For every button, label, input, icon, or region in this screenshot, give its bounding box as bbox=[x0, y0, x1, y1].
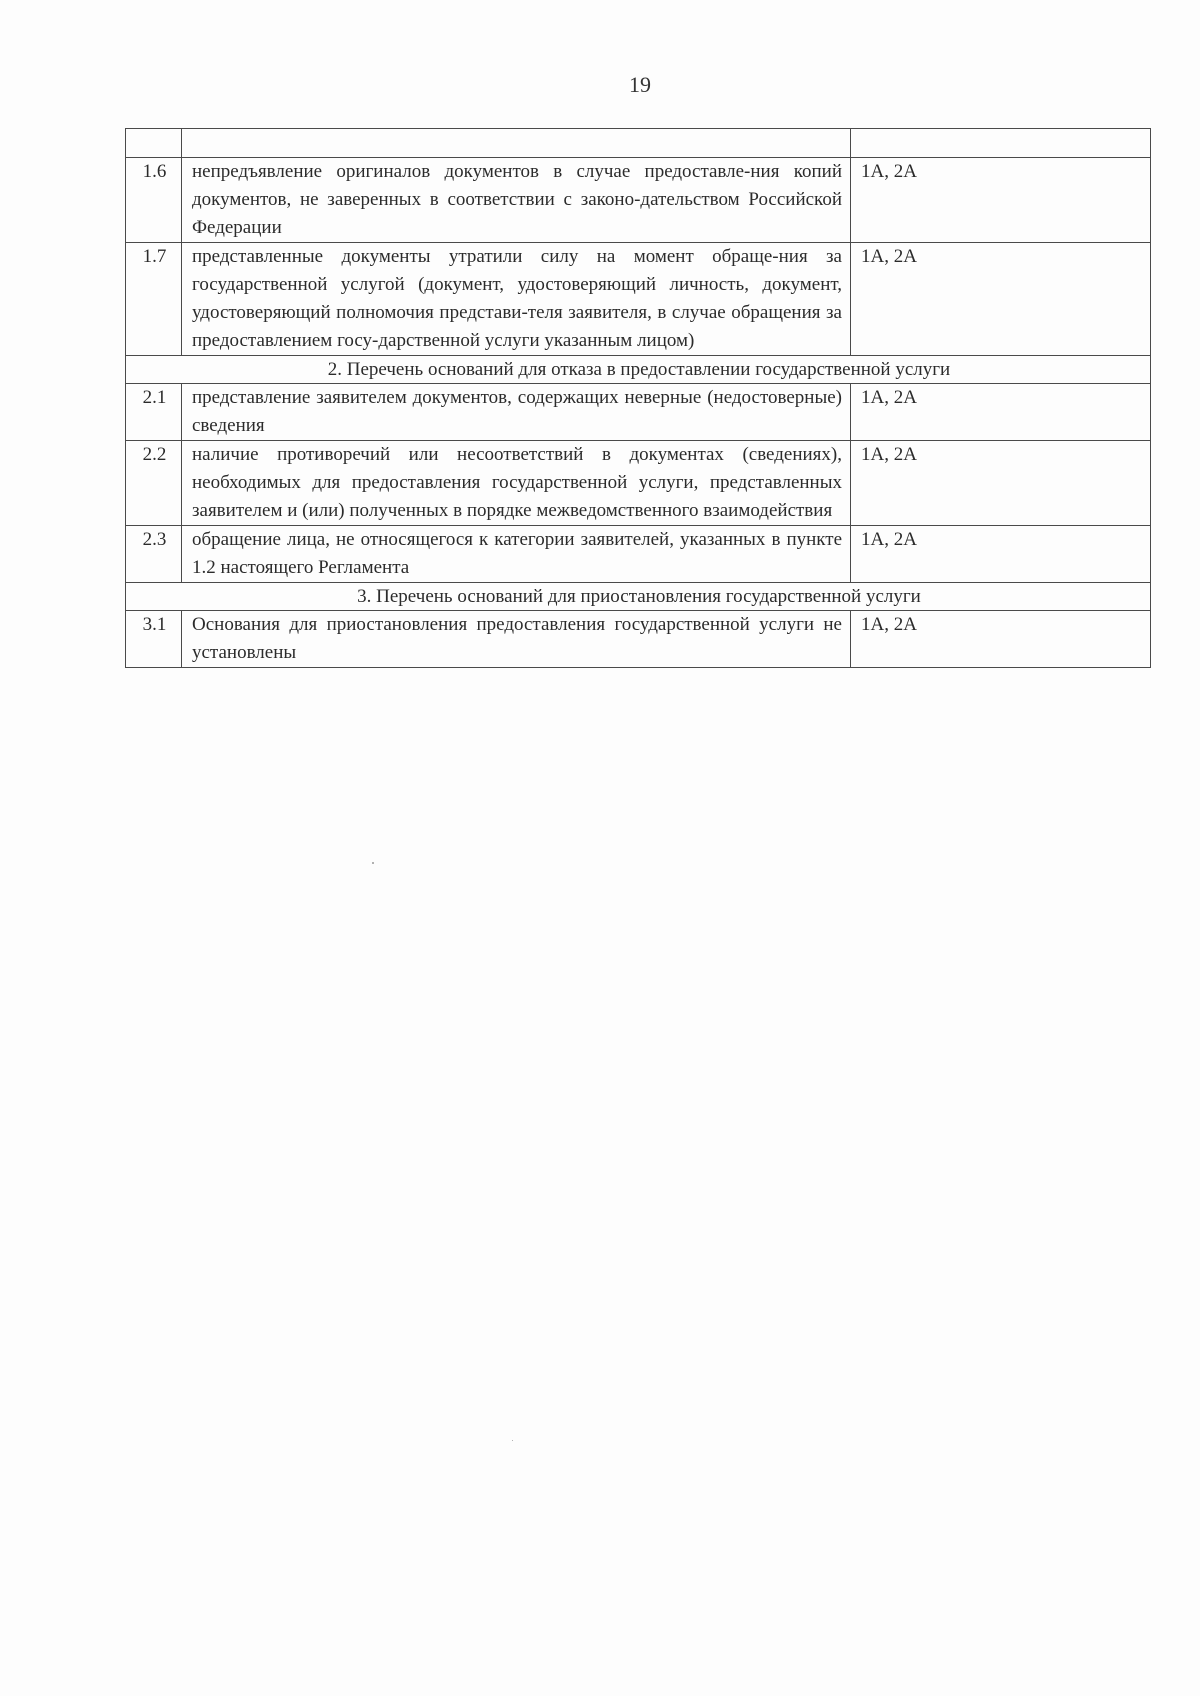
row-code: 1А, 2А bbox=[851, 384, 1151, 441]
row-code: 1А, 2А bbox=[851, 611, 1151, 668]
scan-speck bbox=[512, 1440, 513, 1441]
row-number: 1.7 bbox=[126, 243, 182, 356]
row-number: 2.3 bbox=[126, 526, 182, 583]
row-number: 1.6 bbox=[126, 158, 182, 243]
row-text: обращение лица, не относящегося к категории заявителей, указанных в пункте 1.2 настоящего Регламента bbox=[182, 526, 851, 583]
page-number: 19 bbox=[629, 72, 651, 97]
row-number: 2.2 bbox=[126, 441, 182, 526]
table-row bbox=[126, 611, 1151, 668]
table-row bbox=[126, 158, 1151, 243]
section-heading: 3. Перечень оснований для приостановления государственной услуги bbox=[126, 583, 1151, 611]
section-row bbox=[126, 583, 1151, 611]
row-code: 1А, 2А bbox=[851, 158, 1151, 243]
grounds-table bbox=[125, 128, 1151, 668]
row-text: наличие противоречий или несоответствий в документах (сведениях), необходимых для предоставления государственной услуги, представленных заявителем и (или) полученных в порядке межведомственного взаимодействия bbox=[182, 441, 851, 526]
table-row bbox=[126, 243, 1151, 356]
row-code: 1А, 2А bbox=[851, 441, 1151, 526]
table-header-row bbox=[126, 129, 1151, 158]
row-code: 1А, 2А bbox=[851, 526, 1151, 583]
header-cell-text bbox=[182, 129, 851, 158]
row-text: представление заявителем документов, содержащих неверные (недостоверные) сведения bbox=[182, 384, 851, 441]
scan-speck bbox=[372, 862, 374, 864]
table-row bbox=[126, 526, 1151, 583]
row-text: непредъявление оригиналов документов в случае предоставле-ния копий документов, не заверенных в соответствии с законо-дательством Российской Федерации bbox=[182, 158, 851, 243]
header-cell-code bbox=[851, 129, 1151, 158]
table-row bbox=[126, 384, 1151, 441]
row-text: представленные документы утратили силу на момент обраще-ния за государственной услугой (документ, удостоверяющий личность, документ, удостоверяющий полномочия представи-теля заявителя, в случае обращения за предоставлением госу-дарственной услуги указанным лицом) bbox=[182, 243, 851, 356]
row-code: 1А, 2А bbox=[851, 243, 1151, 356]
header-cell-number bbox=[126, 129, 182, 158]
table-row bbox=[126, 441, 1151, 526]
section-heading: 2. Перечень оснований для отказа в предоставлении государственной услуги bbox=[126, 356, 1151, 384]
row-text: Основания для приостановления предоставления государственной услуги не установлены bbox=[182, 611, 851, 668]
row-number: 3.1 bbox=[126, 611, 182, 668]
row-number: 2.1 bbox=[126, 384, 182, 441]
section-row bbox=[126, 356, 1151, 384]
